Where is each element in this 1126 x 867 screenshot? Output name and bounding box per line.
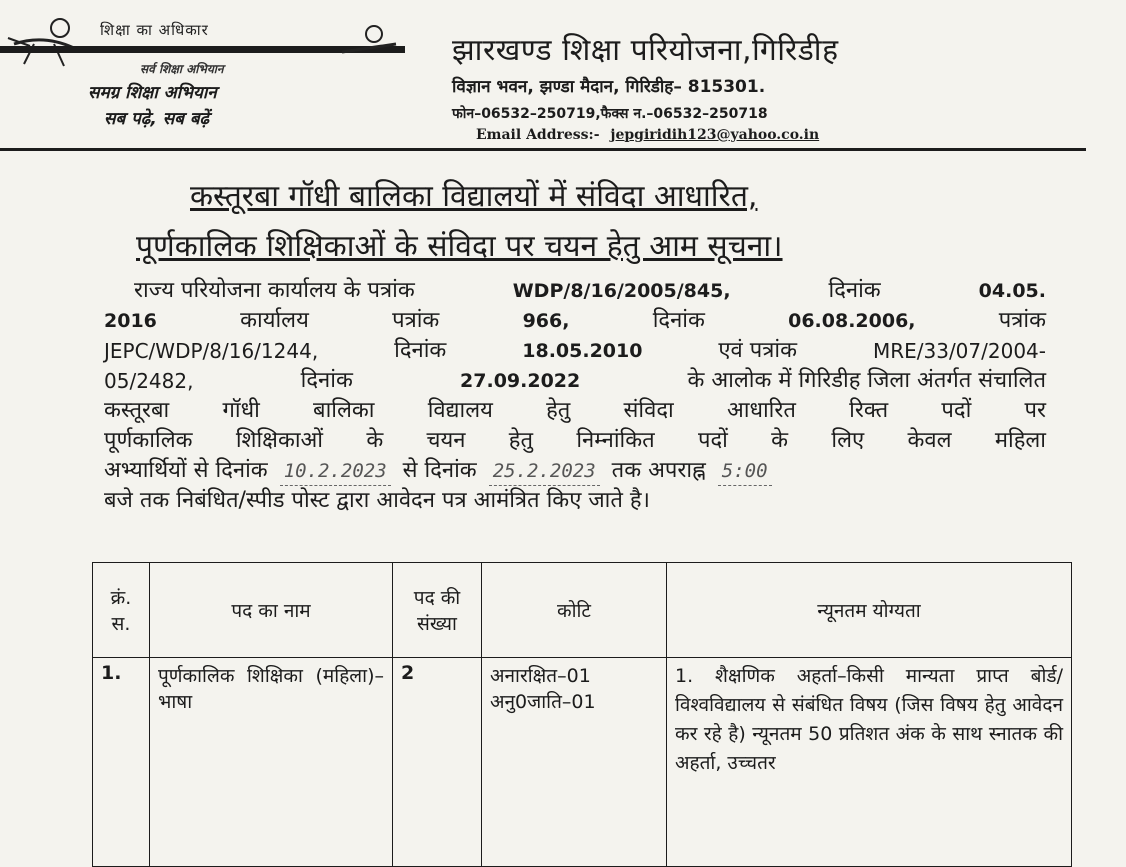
body-text: कार्यालय <box>240 308 309 333</box>
body-text: कस्तूरबा गॉधी बालिका विद्यालय हेतु संविदा आधारित रिक्त पदों पर <box>104 398 1046 423</box>
logo-sub-text: सर्व शिक्षा अभियान <box>140 62 224 76</box>
body-text: दिनांक <box>828 278 881 303</box>
body-text: के आलोक में गिरिडीह जिला अंतर्गत संचालित <box>687 368 1046 393</box>
cell-post: पूर्णकालिक शिक्षिका (महिला)–भाषा <box>150 658 393 867</box>
body-text: पत्रांक <box>392 308 440 333</box>
body-line <box>104 456 1046 486</box>
header-post: पद का नाम <box>150 563 393 658</box>
letter-number: MRE/33/07/2004- <box>872 339 1046 363</box>
table-header-row <box>93 563 1072 658</box>
table-row <box>93 658 1072 867</box>
pencil-figure-icon <box>340 22 400 62</box>
header-count: पद की संख्या <box>393 563 482 658</box>
email-link[interactable]: jepgiridih123@yahoo.co.in <box>610 127 820 143</box>
handwritten-end-date: 25.2.2023 <box>489 456 600 486</box>
org-name: झारखण्ड शिक्षा परियोजना,गिरिडीह <box>452 33 839 68</box>
header-divider <box>0 148 1086 151</box>
date-value: 18.05.2010 <box>522 340 643 362</box>
slogan-line-1: समग्र शिक्षा अभियान <box>88 83 217 103</box>
body-text: पूर्णकालिक शिक्षिकाओं के चयन हेतु निम्नांकित पदों के लिए केवल महिला <box>104 428 1046 453</box>
notice-title-line-2: पूर्णकालिक शिक्षिकाओं के संविदा पर चयन हेतु आम सूचना। <box>136 229 783 264</box>
cell-count: 2 <box>393 658 482 867</box>
body-line <box>104 426 1046 456</box>
body-text: बजे तक निबंधित/स्पीड पोस्ट द्वारा आवेदन पत्र आमंत्रित किए जाते है। <box>104 488 650 513</box>
date-value: 2016 <box>104 310 157 332</box>
letter-number: WDP/8/16/2005/845, <box>512 280 731 302</box>
handwritten-start-date: 10.2.2023 <box>280 456 391 486</box>
category-general: अनारक्षित–01 <box>490 665 591 687</box>
body-line <box>104 396 1046 426</box>
body-text: अभ्यार्थियों से दिनांक <box>104 458 268 483</box>
handwritten-time: 5:00 <box>718 456 772 486</box>
email-line <box>476 127 819 143</box>
header-sn: क्रं. स. <box>93 563 150 658</box>
slogan-line-2: सब पढ़े, सब बढ़ें <box>104 109 210 129</box>
body-text: तक अपराह्न <box>611 458 706 483</box>
body-text: राज्य परियोजना कार्यालय के पत्रांक <box>134 278 415 303</box>
header-qualification: न्यूनतम योग्यता <box>667 563 1072 658</box>
child-figure-icon <box>4 14 94 74</box>
address: विज्ञान भवन, झण्डा मैदान, गिरिडीह– 815301. <box>452 77 766 97</box>
posts-table <box>92 562 1072 867</box>
logo-top-text: शिक्षा का अधिकार <box>100 21 209 39</box>
body-line <box>104 306 1046 336</box>
body-text: से दिनांक <box>402 458 477 483</box>
letter-number: 05/2482, <box>104 369 194 393</box>
body-line <box>104 336 1046 366</box>
body-line <box>104 366 1046 396</box>
email-label: Email Address:- <box>476 127 600 143</box>
body-line <box>104 486 1046 516</box>
phone-fax: फोन–06532–250719,फैक्स न.–06532–250718 <box>452 106 768 122</box>
body-text: दिनांक <box>652 308 705 333</box>
cell-category <box>482 658 667 867</box>
letter-number: JEPC/WDP/8/16/1244, <box>104 339 319 363</box>
body-text: दिनांक <box>300 368 353 393</box>
logo <box>0 6 420 126</box>
body-text: पत्रांक <box>998 308 1046 333</box>
notice-title-line-1: कस्तूरबा गॉधी बालिका विद्यालयों में संविदा आधारित, <box>190 179 758 214</box>
body-text: दिनांक <box>394 338 447 363</box>
category-sc: अनु0जाति–01 <box>490 691 596 713</box>
date-value: 04.05. <box>978 280 1046 302</box>
body-text: एवं पत्रांक <box>718 338 798 363</box>
date-value: 06.08.2006, <box>788 310 916 332</box>
date-value: 27.09.2022 <box>460 370 581 392</box>
header-category: कोटि <box>482 563 667 658</box>
notice-body <box>104 276 1046 516</box>
letter-number: 966, <box>522 310 570 332</box>
cell-sn: 1. <box>93 658 150 867</box>
cell-qualification: 1. शैक्षणिक अहर्ता–किसी मान्यता प्राप्त बोर्ड/विश्वविद्यालय से संबंधित विषय (जिस विषय हेतु आवेदन कर रहे है) न्यूनतम 50 प्रतिशत अंक के साथ स्नातक की अहर्ता, उच्चतर <box>667 658 1072 867</box>
body-line <box>104 276 1046 306</box>
